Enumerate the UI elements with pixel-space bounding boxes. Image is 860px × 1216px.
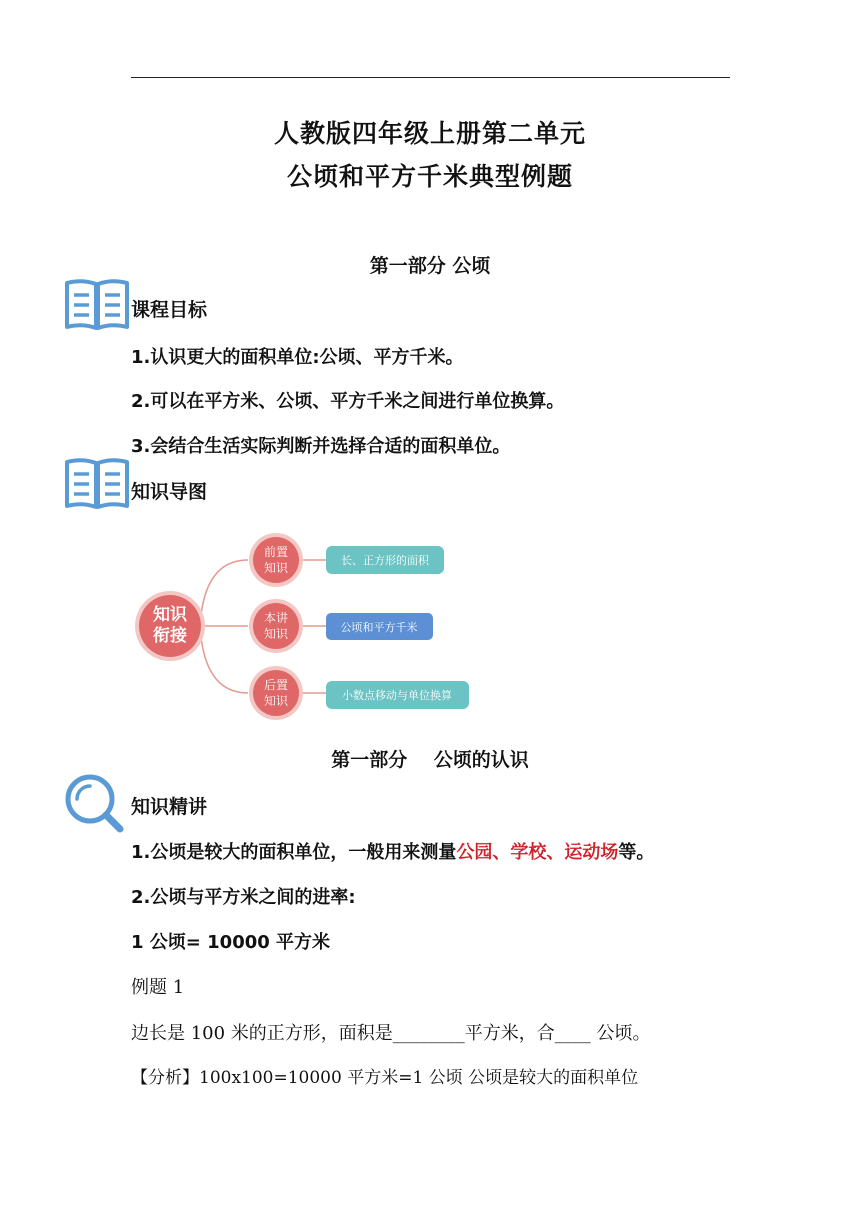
example-analysis: 【分析】100x100=10000 平方米=1 公顷 公顷是较大的面积单位: [131, 1068, 639, 1088]
branch-node-label: 后置: [263, 678, 289, 692]
pill-current: [326, 613, 433, 640]
connector-line: [200, 626, 248, 693]
branch-node-label: 知识: [263, 694, 289, 708]
lecture-point-1: [131, 838, 654, 864]
conversion-rate: 1 公顷= 10000 平方米: [131, 932, 331, 953]
example-title: 例题 1: [131, 977, 185, 998]
pill-label: 长、正方形的面积: [341, 554, 429, 567]
root-node: [135, 591, 205, 661]
branch-node-label: 本讲: [263, 611, 289, 625]
top-rule: [131, 77, 730, 78]
branch-node-label: 前置: [263, 545, 289, 559]
goal-item: 1.认识更大的面积单位:公顷、平方千米。: [131, 347, 464, 368]
part1-subheading: 第一部分 公顷的认识: [331, 749, 529, 771]
knowledge-mindmap: [130, 528, 480, 724]
goal-item: 3.会结合生活实际判断并选择合适的面积单位。: [131, 436, 511, 457]
magnifier-icon: [62, 772, 128, 834]
branch-node-next: [249, 666, 303, 720]
lecture-heading: 知识精讲: [131, 796, 208, 818]
branch-node-label: 知识: [263, 627, 289, 641]
mindmap-heading: 知识导图: [131, 481, 208, 503]
part1-heading: 第一部分 公顷: [369, 255, 491, 277]
lecture-point-2: 2.公顷与平方米之间的进率:: [131, 887, 356, 908]
goal-item: 2.可以在平方米、公顷、平方千米之间进行单位换算。: [131, 391, 565, 412]
book-icon: [64, 278, 130, 332]
pill-label: 小数点移动与单位换算: [342, 689, 452, 702]
branch-node-label: 知识: [263, 561, 289, 575]
pill-next: [326, 681, 469, 709]
root-node-label: 知识: [153, 605, 187, 625]
connector-line: [200, 560, 248, 626]
root-node-label: 衔接: [153, 626, 187, 646]
book-icon: [64, 457, 130, 511]
lecture-point-1-text: 1.公顷是较大的面积单位，一般用来测量: [131, 842, 457, 863]
branch-node-prior: [249, 533, 303, 587]
branch-node-current: [249, 599, 303, 653]
pill-label: 公顷和平方千米: [340, 621, 418, 634]
example-question: 边长是 100 米的正方形，面积是________平方米，合____ 公顷。: [131, 1023, 651, 1044]
lecture-point-1-end: 等。: [618, 842, 655, 863]
doc-title-line1: 人教版四年级上册第二单元: [273, 119, 586, 148]
pill-prior: [326, 546, 444, 574]
highlight-examples: 公园、学校、运动场: [456, 842, 619, 863]
goals-heading: 课程目标: [131, 299, 208, 321]
doc-title-line2: 公顷和平方千米典型例题: [286, 162, 573, 191]
